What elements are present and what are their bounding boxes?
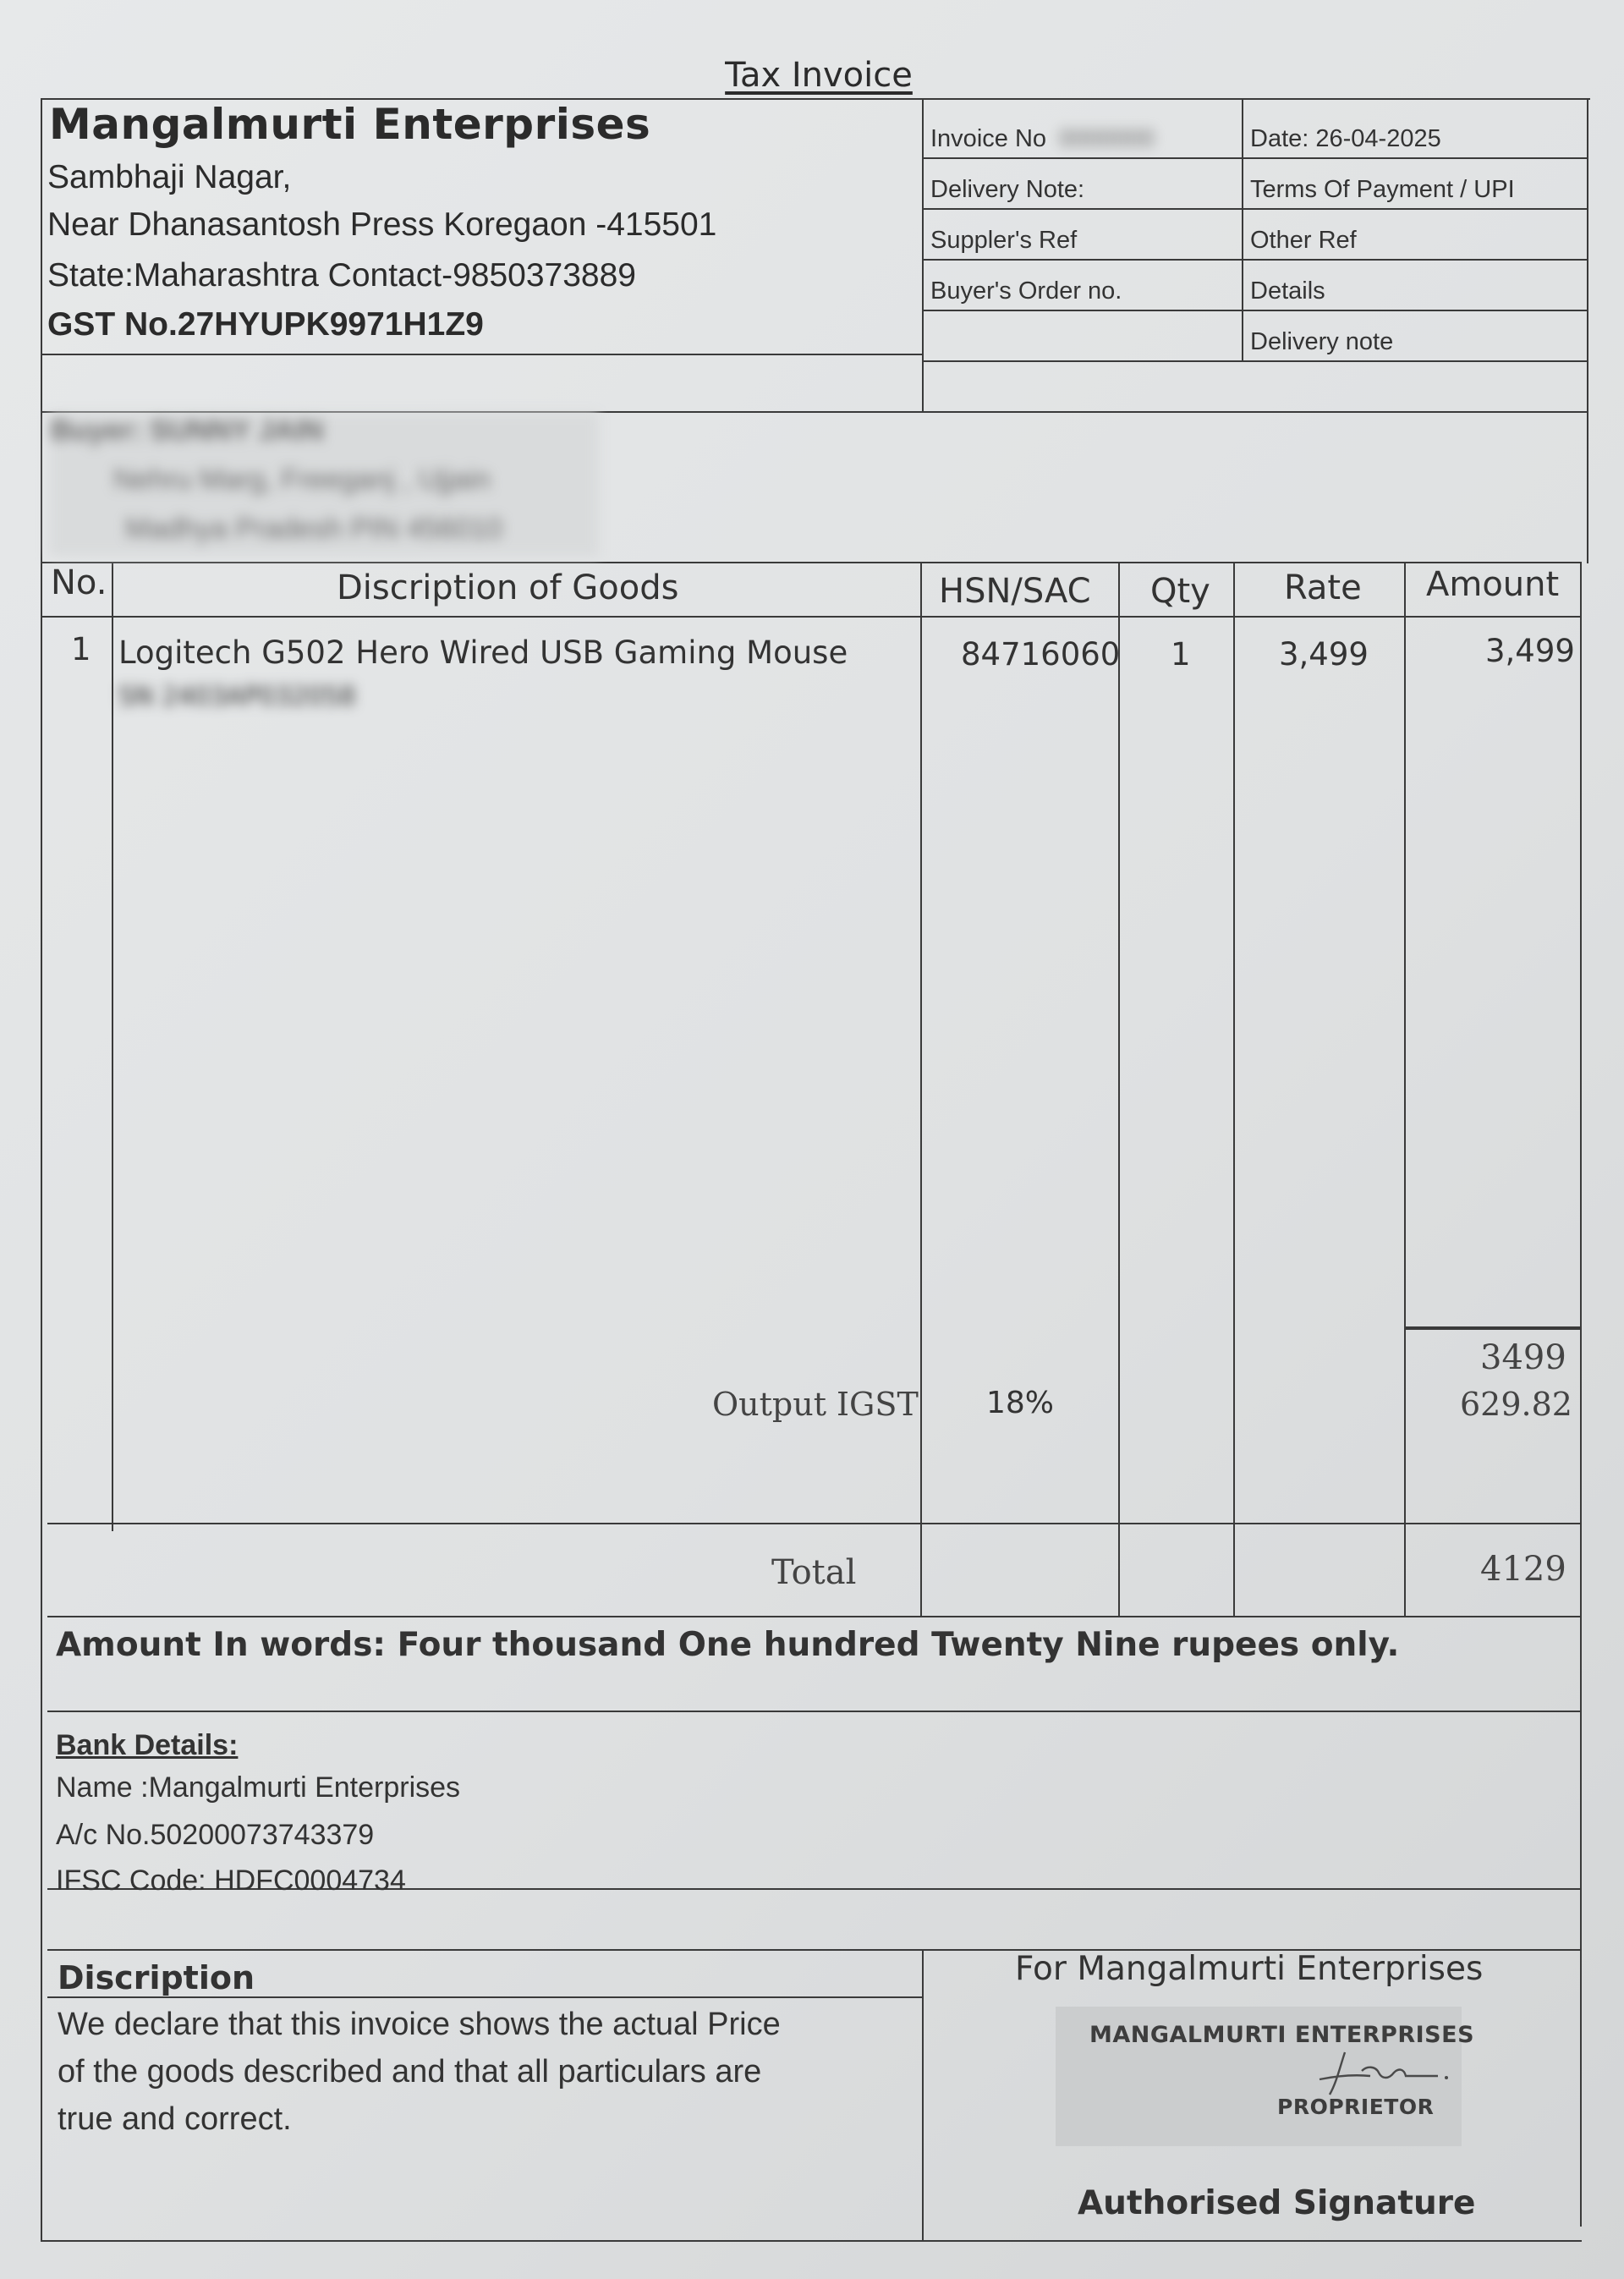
item-serial: SN 2403AP032058 [118,682,356,711]
bank-details-heading: Bank Details: [56,1729,239,1761]
col-header-qty: Qty [1150,572,1210,611]
col-header-hsn: HSN/SAC [939,572,1091,611]
declaration-line: true and correct. [58,2101,292,2137]
declaration-heading: Discription [58,1959,255,1996]
item-amount: 3,499 [1485,633,1575,669]
item-rate: 3,499 [1279,636,1369,673]
bank-account-name: Name :Mangalmurti Enterprises [56,1771,461,1804]
bank-account-number: A/c No.50200073743379 [56,1819,375,1851]
declaration-line: We declare that this invoice shows the actual Price [58,2007,781,2042]
delivery-note-label: Delivery Note: [930,176,1085,203]
total-amount: 4129 [1480,1550,1566,1589]
col-header-rate: Rate [1284,568,1362,607]
item-qty: 1 [1171,636,1191,673]
seller-address-line: Near Dhanasantosh Press Koregaon -415501 [47,206,717,243]
tax-amount: 629.82 [1460,1386,1572,1423]
item-no: 1 [71,631,91,667]
tax-rate: 18% [986,1386,1055,1420]
col-header-amount: Amount [1426,565,1560,604]
item-description: Logitech G502 Hero Wired USB Gaming Mouse [118,634,848,671]
authorised-signature: Authorised Signature [1078,2184,1476,2222]
col-header-description: Discription of Goods [337,568,679,607]
total-label: Total [771,1553,857,1592]
seller-address-line: Sambhaji Nagar, [47,159,292,195]
handwritten-signature [1311,2042,1455,2101]
col-header-no: No. [51,563,107,602]
declaration-line: of the goods described and that all particulars are [58,2054,762,2090]
buyers-order-no: Buyer's Order no. [930,277,1122,305]
suppliers-ref: Suppler's Ref [930,227,1078,254]
document-title: Tax Invoice [725,56,913,95]
delivery-note-2: Delivery note [1250,328,1394,355]
bank-ifsc: IFSC Code: HDFC0004734 [56,1864,406,1897]
terms-of-payment: Terms Of Payment / UPI [1250,176,1515,203]
buyer-address-line: Nehru Marg, Freeganj , Ujjain [113,464,491,496]
amount-in-words: Amount In words: Four thousand One hundred Twenty Nine rupees only. [56,1626,1400,1664]
buyer-name: Buyer: SUNNY JAIN [51,415,324,447]
invoice-date: Date: 26-04-2025 [1250,125,1441,152]
seller-gst: GST No.27HYUPK9971H1Z9 [47,306,484,343]
subtotal-amount: 3499 [1480,1338,1566,1377]
seller-contact: State:Maharashtra Contact-9850373889 [47,257,636,294]
item-hsn: 84716060 [961,636,1121,673]
for-company: For Mangalmurti Enterprises [1015,1950,1484,1988]
seller-name: Mangalmurti Enterprises [49,100,651,149]
details-label: Details [1250,277,1325,305]
stamp-role: PROPRIETOR [1277,2095,1435,2119]
invoice-no-value: 0000000 [1059,125,1155,152]
buyer-address-line: Madhya Pradesh PIN 456010 [125,513,503,545]
invoice-no-label: Invoice No [930,125,1047,152]
stamp-company-name: MANGALMURTI ENTERPRISES [1089,2022,1475,2048]
other-ref: Other Ref [1250,227,1357,254]
tax-label: Output IGST [712,1386,919,1423]
